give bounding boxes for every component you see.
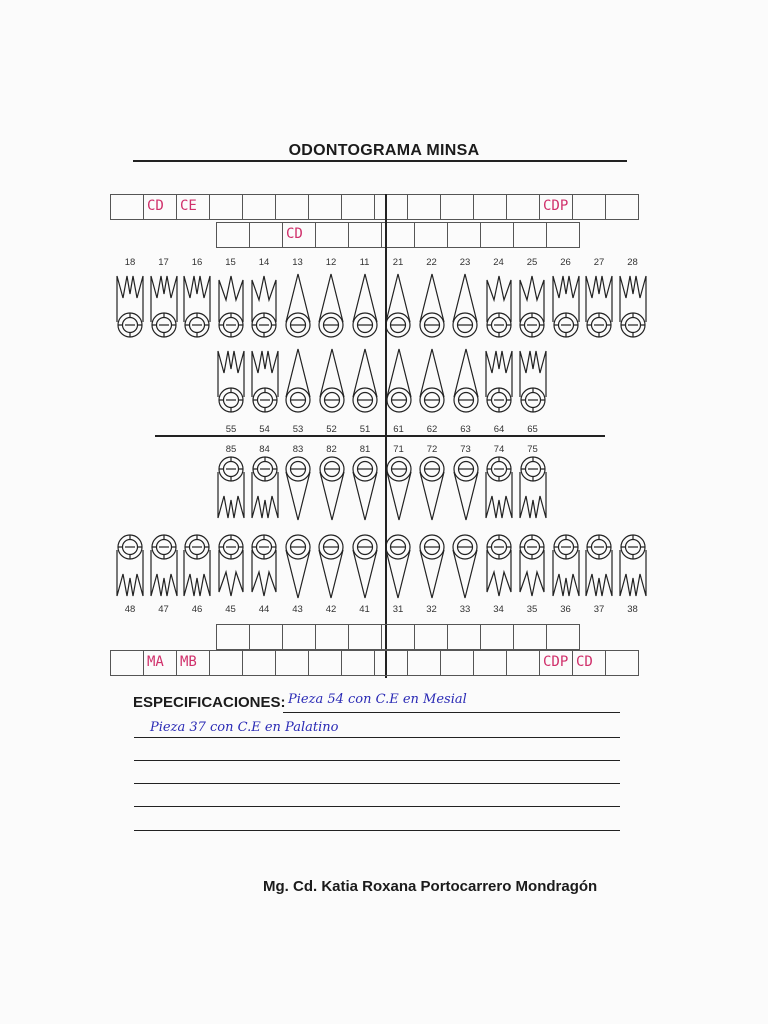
tooth-number: 84: [259, 444, 270, 455]
tooth-number: 22: [426, 257, 437, 268]
tooth-number: 52: [326, 424, 337, 435]
tooth-incisor-icon[interactable]: [350, 454, 380, 524]
spec-line-3: [134, 760, 620, 761]
tooth-premolar-icon[interactable]: [484, 532, 514, 602]
tooth-number: 42: [325, 604, 337, 615]
upper-annotation-grid-2: [217, 222, 580, 248]
occlusal-line: [155, 435, 605, 437]
tooth-number: 27: [593, 257, 605, 268]
annotation-box[interactable]: [209, 650, 243, 676]
annotation-box[interactable]: [249, 624, 283, 650]
lower-annotation-grid: [111, 650, 639, 676]
annotation-box[interactable]: [110, 650, 144, 676]
annotation-box-text: MA: [147, 654, 164, 670]
tooth-number: 45: [225, 604, 236, 615]
annotation-box[interactable]: [249, 222, 283, 248]
tooth-number: 63: [460, 424, 471, 435]
annotation-box[interactable]: [110, 194, 144, 220]
tooth-incisor-icon[interactable]: [450, 270, 480, 340]
tooth-number: 26: [560, 257, 571, 268]
annotation-box[interactable]: [315, 222, 349, 248]
tooth-number: 34: [493, 604, 504, 615]
annotation-box[interactable]: [341, 194, 375, 220]
tooth-molar-icon[interactable]: [618, 532, 648, 602]
tooth-number: 82: [326, 444, 337, 455]
tooth-incisor-icon[interactable]: [451, 345, 481, 415]
annotation-box-text: CDP: [543, 198, 569, 214]
tooth-premolar-icon[interactable]: [249, 532, 279, 602]
tooth-number: 71: [393, 444, 404, 455]
annotation-box[interactable]: [605, 194, 639, 220]
tooth-number: 23: [459, 257, 471, 268]
tooth-molar-icon[interactable]: [216, 454, 246, 524]
tooth-number: 28: [627, 257, 638, 268]
annotation-box[interactable]: [209, 194, 243, 220]
tooth-number: 48: [124, 604, 136, 615]
annotation-box[interactable]: [348, 624, 382, 650]
tooth-premolar-icon[interactable]: [517, 270, 547, 340]
annotation-box-text: CD: [286, 226, 303, 242]
tooth-number: 46: [191, 604, 203, 615]
tooth-molar-icon[interactable]: [618, 270, 648, 340]
annotation-box[interactable]: [414, 624, 448, 650]
tooth-incisor-icon[interactable]: [316, 532, 346, 602]
annotation-box[interactable]: [473, 650, 507, 676]
tooth-molar-icon[interactable]: [149, 270, 179, 340]
annotation-box[interactable]: [143, 194, 177, 220]
tooth-number: 64: [493, 424, 505, 435]
tooth-molar-icon[interactable]: [250, 454, 280, 524]
annotation-box[interactable]: [374, 650, 408, 676]
tooth-molar-icon[interactable]: [551, 532, 581, 602]
tooth-molar-icon[interactable]: [551, 270, 581, 340]
tooth-number: 41: [359, 604, 370, 615]
tooth-number: 47: [158, 604, 169, 615]
annotation-box[interactable]: [546, 222, 580, 248]
tooth-number: 37: [593, 604, 605, 615]
tooth-incisor-icon[interactable]: [316, 270, 346, 340]
tooth-number: 85: [225, 444, 237, 455]
tooth-incisor-icon[interactable]: [451, 454, 481, 524]
tooth-premolar-icon[interactable]: [216, 532, 246, 602]
tooth-premolar-icon[interactable]: [484, 270, 514, 340]
tooth-number: 25: [526, 257, 538, 268]
annotation-box[interactable]: [348, 222, 382, 248]
spec-line-5: [134, 806, 620, 807]
tooth-number: 24: [493, 257, 504, 268]
annotation-box[interactable]: [176, 650, 210, 676]
annotation-box[interactable]: [546, 624, 580, 650]
tooth-incisor-icon[interactable]: [283, 454, 313, 524]
spec-line-2: [134, 737, 620, 738]
tooth-molar-icon[interactable]: [484, 345, 514, 415]
annotation-box[interactable]: [275, 194, 309, 220]
annotation-box[interactable]: [381, 624, 415, 650]
annotation-box[interactable]: [143, 650, 177, 676]
tooth-number: 73: [460, 444, 471, 455]
tooth-number: 33: [459, 604, 471, 615]
annotation-box[interactable]: [282, 222, 316, 248]
annotation-box[interactable]: [440, 650, 474, 676]
annotation-box[interactable]: [572, 650, 606, 676]
spec-line-4: [134, 783, 620, 784]
tooth-incisor-icon[interactable]: [350, 270, 380, 340]
tooth-molar-icon[interactable]: [584, 532, 614, 602]
annotation-box[interactable]: [315, 624, 349, 650]
tooth-incisor-icon[interactable]: [450, 532, 480, 602]
tooth-number: 55: [225, 424, 237, 435]
tooth-number: 54: [259, 424, 270, 435]
tooth-molar-icon[interactable]: [484, 454, 514, 524]
upper-annotation-grid: [111, 194, 639, 220]
tooth-number: 62: [426, 424, 438, 435]
tooth-number: 72: [426, 444, 438, 455]
annotation-box[interactable]: [282, 624, 316, 650]
tooth-number: 43: [292, 604, 303, 615]
tooth-number: 32: [426, 604, 437, 615]
tooth-premolar-icon[interactable]: [216, 270, 246, 340]
tooth-incisor-icon[interactable]: [384, 345, 414, 415]
tooth-incisor-icon[interactable]: [283, 345, 313, 415]
author-signature: Mg. Cd. Katia Roxana Portocarrero Mondragón: [263, 878, 598, 895]
tooth-number: 15: [225, 257, 236, 268]
tooth-incisor-icon[interactable]: [384, 454, 414, 524]
annotation-box[interactable]: [539, 650, 573, 676]
tooth-number: 11: [359, 257, 370, 268]
annotation-box[interactable]: [308, 650, 342, 676]
spec-line-1: [283, 712, 620, 713]
tooth-molar-icon[interactable]: [182, 270, 212, 340]
tooth-number: 31: [392, 604, 404, 615]
annotation-box[interactable]: [506, 650, 540, 676]
tooth-molar-icon[interactable]: [584, 270, 614, 340]
spec-line-2-text: Pieza 37 con C.E en Palatino: [150, 720, 339, 735]
tooth-molar-icon[interactable]: [518, 454, 548, 524]
tooth-molar-icon[interactable]: [115, 270, 145, 340]
tooth-number: 18: [124, 257, 136, 268]
annotation-box[interactable]: [480, 624, 514, 650]
annotation-box[interactable]: [506, 194, 540, 220]
annotation-box[interactable]: [407, 650, 441, 676]
title-rule: [133, 160, 627, 162]
lower-annotation-grid-1: [217, 624, 580, 650]
annotation-box[interactable]: [275, 650, 309, 676]
tooth-number: 53: [292, 424, 304, 435]
annotation-box-text: CE: [180, 198, 197, 214]
annotation-box-text: CDP: [543, 654, 569, 670]
annotation-box-text: CD: [147, 198, 164, 214]
tooth-incisor-icon[interactable]: [417, 345, 447, 415]
annotation-box[interactable]: [473, 194, 507, 220]
tooth-number: 81: [359, 444, 371, 455]
tooth-molar-icon[interactable]: [115, 532, 145, 602]
spec-line-1-text: Pieza 54 con C.E en Mesial: [288, 692, 467, 707]
tooth-number: 21: [392, 257, 404, 268]
tooth-number: 12: [325, 257, 337, 268]
tooth-number: 74: [493, 444, 505, 455]
tooth-molar-icon[interactable]: [250, 345, 280, 415]
tooth-number: 36: [560, 604, 571, 615]
annotation-box[interactable]: [440, 194, 474, 220]
tooth-incisor-icon[interactable]: [317, 454, 347, 524]
tooth-incisor-icon[interactable]: [350, 345, 380, 415]
annotation-box[interactable]: [242, 194, 276, 220]
tooth-incisor-icon[interactable]: [383, 270, 413, 340]
tooth-number: 61: [393, 424, 404, 435]
tooth-number: 75: [527, 444, 538, 455]
annotation-box[interactable]: [513, 222, 547, 248]
tooth-number: 16: [191, 257, 203, 268]
page-title: ODONTOGRAMA MINSA: [288, 142, 480, 159]
tooth-incisor-icon[interactable]: [383, 532, 413, 602]
tooth-incisor-icon[interactable]: [283, 270, 313, 340]
tooth-incisor-icon[interactable]: [350, 532, 380, 602]
tooth-incisor-icon[interactable]: [417, 532, 447, 602]
tooth-number: 35: [526, 604, 538, 615]
tooth-premolar-icon[interactable]: [517, 532, 547, 602]
annotation-box-text: MB: [180, 654, 197, 670]
tooth-molar-icon[interactable]: [216, 345, 246, 415]
tooth-incisor-icon[interactable]: [417, 454, 447, 524]
tooth-number: 65: [527, 424, 538, 435]
annotation-box[interactable]: [407, 194, 441, 220]
annotation-box[interactable]: [513, 624, 547, 650]
tooth-number: 51: [359, 424, 371, 435]
annotation-box[interactable]: [216, 624, 250, 650]
tooth-molar-icon[interactable]: [518, 345, 548, 415]
tooth-molar-icon[interactable]: [182, 532, 212, 602]
tooth-premolar-icon[interactable]: [249, 270, 279, 340]
tooth-number: 14: [258, 257, 270, 268]
annotation-box[interactable]: [572, 194, 606, 220]
annotation-box-text: CD: [576, 654, 593, 670]
tooth-incisor-icon[interactable]: [317, 345, 347, 415]
tooth-number: 13: [292, 257, 303, 268]
spec-line-6: [134, 830, 620, 831]
annotation-box[interactable]: [308, 194, 342, 220]
annotation-box[interactable]: [447, 222, 481, 248]
annotation-box[interactable]: [176, 194, 210, 220]
specifications-label: ESPECIFICACIONES:: [133, 694, 286, 711]
annotation-box[interactable]: [605, 650, 639, 676]
annotation-box[interactable]: [341, 650, 375, 676]
tooth-number: 44: [258, 604, 270, 615]
annotation-box[interactable]: [242, 650, 276, 676]
annotation-box[interactable]: [447, 624, 481, 650]
tooth-number: 17: [158, 257, 169, 268]
annotation-box[interactable]: [480, 222, 514, 248]
tooth-number: 83: [292, 444, 304, 455]
tooth-molar-icon[interactable]: [149, 532, 179, 602]
tooth-number: 38: [627, 604, 638, 615]
annotation-box[interactable]: [414, 222, 448, 248]
annotation-box[interactable]: [374, 194, 408, 220]
annotation-box[interactable]: [539, 194, 573, 220]
tooth-incisor-icon[interactable]: [283, 532, 313, 602]
tooth-incisor-icon[interactable]: [417, 270, 447, 340]
annotation-box[interactable]: [216, 222, 250, 248]
